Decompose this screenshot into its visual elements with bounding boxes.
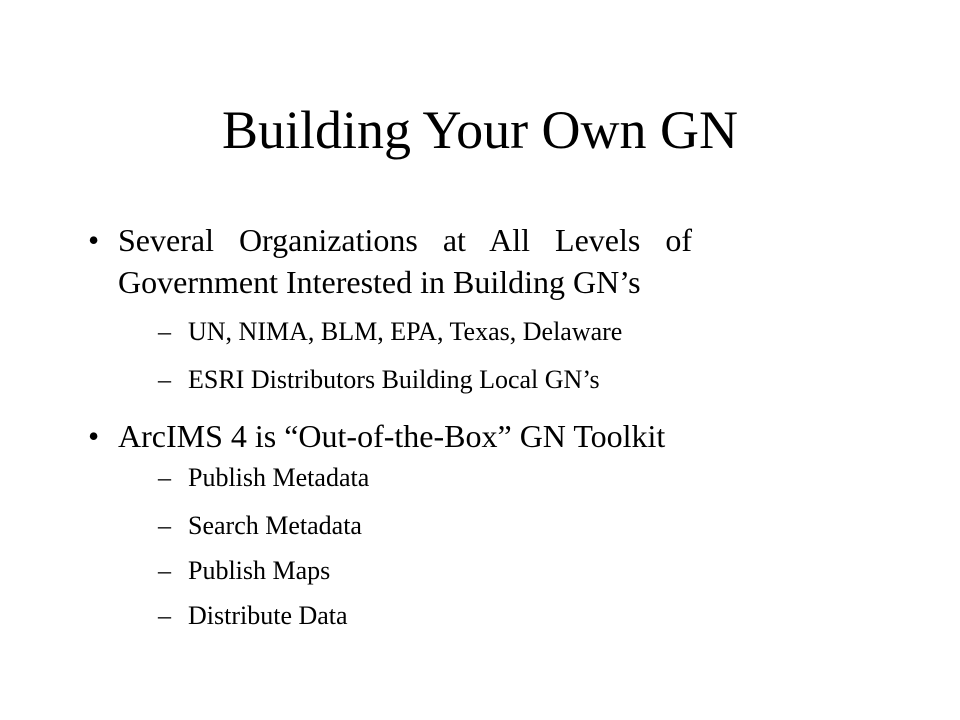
sub-bullet-marker: –	[158, 365, 171, 394]
sub-bullet-marker: –	[158, 556, 171, 585]
sub-bullet-text: UN, NIMA, BLM, EPA, Texas, Delaware	[188, 317, 623, 346]
sub-bullet-text: Publish Maps	[188, 556, 331, 585]
bullet-text: ArcIMS 4 is “Out-of-the-Box” GN Toolkit	[118, 418, 666, 454]
bullet-text-line: Several Organizations at All Levels of	[118, 222, 692, 258]
bullet-text-line: Government Interested in Building GN’s	[118, 264, 641, 300]
slide-title: Building Your Own GN	[221, 100, 739, 160]
sub-bullet-marker: –	[158, 601, 171, 630]
bullet-marker: •	[88, 418, 100, 454]
sub-bullet-marker: –	[158, 317, 171, 346]
sub-bullet-text: Publish Metadata	[188, 463, 370, 492]
sub-bullet-marker: –	[158, 511, 171, 540]
sub-bullet-text: Search Metadata	[188, 511, 362, 540]
sub-bullet-text: ESRI Distributors Building Local GN’s	[188, 365, 600, 394]
sub-bullet-text: Distribute Data	[188, 601, 348, 630]
bullet-marker: •	[88, 222, 100, 258]
bullet-text	[118, 220, 692, 260]
sub-bullet-marker: –	[158, 463, 171, 492]
